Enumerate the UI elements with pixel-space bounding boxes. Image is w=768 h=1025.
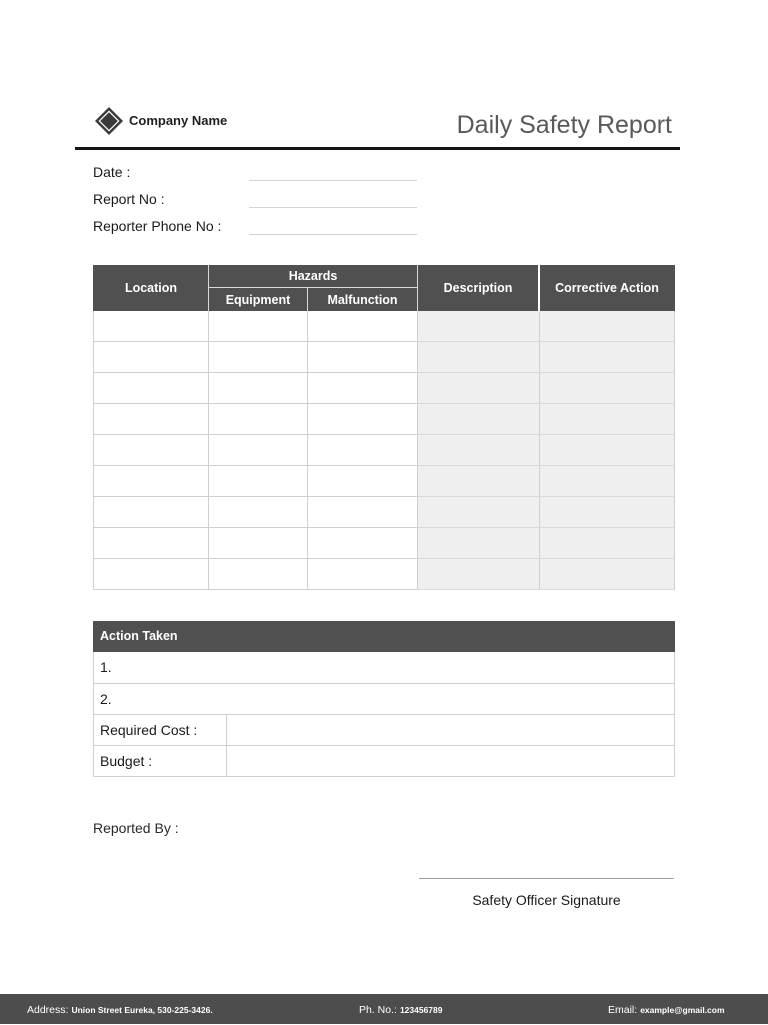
signature-label: Safety Officer Signature [472, 892, 621, 908]
hazard-row [93, 466, 675, 497]
hazard-row [93, 404, 675, 435]
footer-bar [0, 994, 768, 1024]
hazard-row [93, 435, 675, 466]
hazards-header: Hazards [209, 265, 418, 288]
reporter-phone-field [93, 213, 423, 240]
corrective-action-cell[interactable] [540, 559, 675, 590]
action-item-1 [93, 652, 675, 684]
description-cell[interactable] [418, 435, 540, 466]
footer-phone-label: Ph. No.: [359, 1004, 397, 1016]
description-cell[interactable] [418, 311, 540, 342]
malfunction-cell[interactable] [308, 497, 418, 528]
hazard-row [93, 342, 675, 373]
budget-input[interactable] [227, 746, 674, 776]
location-cell[interactable] [93, 497, 209, 528]
equipment-cell[interactable] [209, 559, 308, 590]
corrective-action-cell[interactable] [540, 466, 675, 497]
footer-address-value: Union Street Eureka, 530-225-3426. [71, 1005, 213, 1015]
reporter-phone-label: Reporter Phone No : [93, 218, 222, 234]
equipment-cell[interactable] [209, 373, 308, 404]
diamond-logo-icon [95, 107, 123, 135]
signature-field[interactable] [419, 846, 674, 879]
report-no-label: Report No : [93, 191, 165, 207]
corrective-action-cell[interactable] [540, 435, 675, 466]
location-header: Location [93, 265, 209, 311]
required-cost-input[interactable] [227, 715, 674, 745]
equipment-cell[interactable] [209, 342, 308, 373]
required-cost-label: Required Cost : [94, 715, 227, 745]
malfunction-cell[interactable] [308, 373, 418, 404]
hazard-row [93, 497, 675, 528]
description-cell[interactable] [418, 404, 540, 435]
description-cell[interactable] [418, 497, 540, 528]
required-cost-row [93, 715, 675, 746]
hazard-table [93, 265, 675, 590]
corrective-action-cell[interactable] [540, 497, 675, 528]
hazard-row [93, 311, 675, 342]
footer-phone [359, 994, 442, 1025]
action-item-label: 1. [100, 659, 112, 675]
equipment-cell[interactable] [209, 466, 308, 497]
description-cell[interactable] [418, 373, 540, 404]
hazard-header-row [93, 265, 675, 288]
malfunction-cell[interactable] [308, 559, 418, 590]
malfunction-cell[interactable] [308, 466, 418, 497]
location-cell[interactable] [93, 342, 209, 373]
malfunction-cell[interactable] [308, 311, 418, 342]
corrective-action-cell[interactable] [540, 342, 675, 373]
description-cell[interactable] [418, 559, 540, 590]
corrective-action-cell[interactable] [540, 528, 675, 559]
footer-address-label: Address: [27, 1004, 69, 1016]
report-no-field [93, 186, 423, 213]
equipment-cell[interactable] [209, 435, 308, 466]
equipment-cell[interactable] [209, 528, 308, 559]
date-field [93, 159, 423, 186]
location-cell[interactable] [93, 373, 209, 404]
location-cell[interactable] [93, 528, 209, 559]
corrective-action-cell[interactable] [540, 311, 675, 342]
equipment-cell[interactable] [209, 311, 308, 342]
equipment-cell[interactable] [209, 497, 308, 528]
date-input[interactable] [249, 159, 417, 181]
description-cell[interactable] [418, 342, 540, 373]
location-cell[interactable] [93, 559, 209, 590]
reported-by-label: Reported By : [93, 820, 179, 836]
footer-phone-value: 123456789 [399, 1005, 443, 1015]
corrective-action-cell[interactable] [540, 373, 675, 404]
footer-address [27, 994, 213, 1025]
action-taken-table [93, 621, 675, 777]
corrective-action-header: Corrective Action [540, 265, 675, 311]
location-cell[interactable] [93, 311, 209, 342]
malfunction-cell[interactable] [308, 404, 418, 435]
hazard-row [93, 528, 675, 559]
budget-label: Budget : [94, 746, 227, 776]
action-item-input[interactable] [112, 684, 674, 714]
description-cell[interactable] [418, 466, 540, 497]
location-cell[interactable] [93, 404, 209, 435]
description-cell[interactable] [418, 528, 540, 559]
footer-email-label: Email: [608, 1004, 638, 1016]
description-header: Description [418, 265, 540, 311]
action-item-2 [93, 684, 675, 715]
location-cell[interactable] [93, 466, 209, 497]
malfunction-cell[interactable] [308, 528, 418, 559]
hazard-row [93, 373, 675, 404]
malfunction-cell[interactable] [308, 342, 418, 373]
location-cell[interactable] [93, 435, 209, 466]
action-taken-header: Action Taken [93, 621, 675, 652]
hazard-table-body [93, 311, 675, 590]
hazard-row [93, 559, 675, 590]
action-item-input[interactable] [112, 652, 674, 683]
malfunction-cell[interactable] [308, 435, 418, 466]
malfunction-header: Malfunction [308, 288, 418, 311]
company-name: Company Name [129, 113, 228, 128]
reporter-phone-input[interactable] [249, 213, 417, 235]
equipment-cell[interactable] [209, 404, 308, 435]
report-no-input[interactable] [249, 186, 417, 208]
footer-email-value: example@gmail.com [640, 1005, 725, 1015]
date-label: Date : [93, 164, 131, 180]
action-item-label: 2. [100, 691, 112, 707]
report-title: Daily Safety Report [456, 111, 672, 139]
corrective-action-cell[interactable] [540, 404, 675, 435]
equipment-header: Equipment [209, 288, 308, 311]
header-divider [75, 147, 680, 150]
budget-row [93, 746, 675, 777]
footer-email [608, 994, 725, 1025]
